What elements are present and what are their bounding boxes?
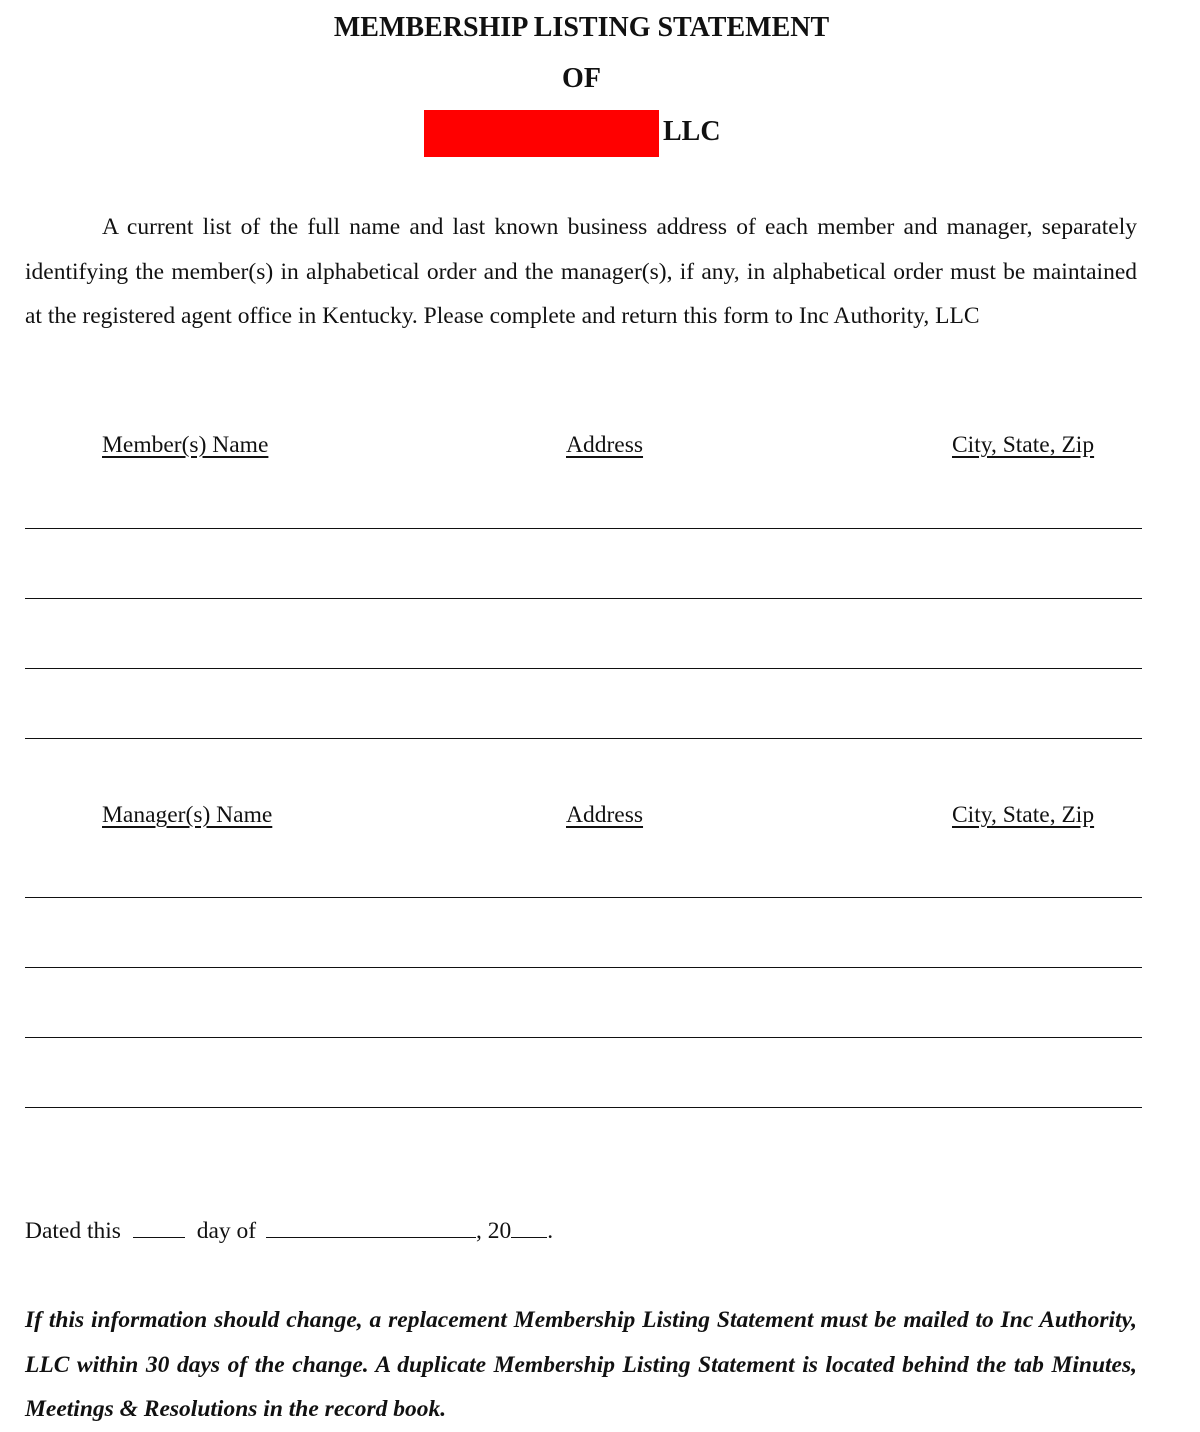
member-entry-line-4[interactable] (25, 738, 1142, 739)
dated-line (25, 1215, 553, 1245)
company-name-row (424, 110, 721, 157)
year-prefix: , 20 (475, 1218, 512, 1244)
member-entry-line-3[interactable] (25, 668, 1142, 669)
members-address-header: Address (566, 432, 644, 458)
members-city-header: City, State, Zip (952, 432, 1095, 458)
month-blank[interactable] (266, 1215, 476, 1238)
managers-address-header: Address (566, 802, 644, 828)
dated-prefix: Dated this (25, 1218, 121, 1244)
managers-name-header: Manager(s) Name (102, 802, 273, 828)
document-title: MEMBERSHIP LISTING STATEMENT (333, 12, 830, 43)
year-blank[interactable] (511, 1215, 547, 1238)
member-entry-line-1[interactable] (25, 528, 1142, 529)
manager-entry-line-1[interactable] (25, 897, 1142, 898)
day-of-label: day of (196, 1218, 257, 1244)
manager-entry-line-2[interactable] (25, 967, 1142, 968)
day-blank[interactable] (133, 1215, 185, 1238)
title-of: OF (562, 63, 601, 94)
manager-entry-line-3[interactable] (25, 1037, 1142, 1038)
redacted-company-name (424, 110, 659, 157)
member-entry-line-2[interactable] (25, 598, 1142, 599)
manager-entry-line-4[interactable] (25, 1107, 1142, 1108)
members-name-header: Member(s) Name (102, 432, 269, 458)
managers-city-header: City, State, Zip (952, 802, 1095, 828)
intro-paragraph: A current list of the full name and last known business address of each member and manager, separately identifying the member(s) in alphabetical order and the manager(s), if any, in alphabetical order must be maintained at the registered agent office in Kentucky. Please complete and return this form to Inc Authority, LLC (25, 214, 1137, 329)
company-suffix: LLC (663, 115, 721, 147)
change-notice: If this information should change, a replacement Membership Listing Statement must be mailed to Inc Authority, LLC within 30 days of the change. A duplicate Membership Listing Statement is located behind the tab Minutes, Meetings & Resolutions in the record book. (25, 1307, 1137, 1422)
dated-period: . (547, 1218, 554, 1244)
